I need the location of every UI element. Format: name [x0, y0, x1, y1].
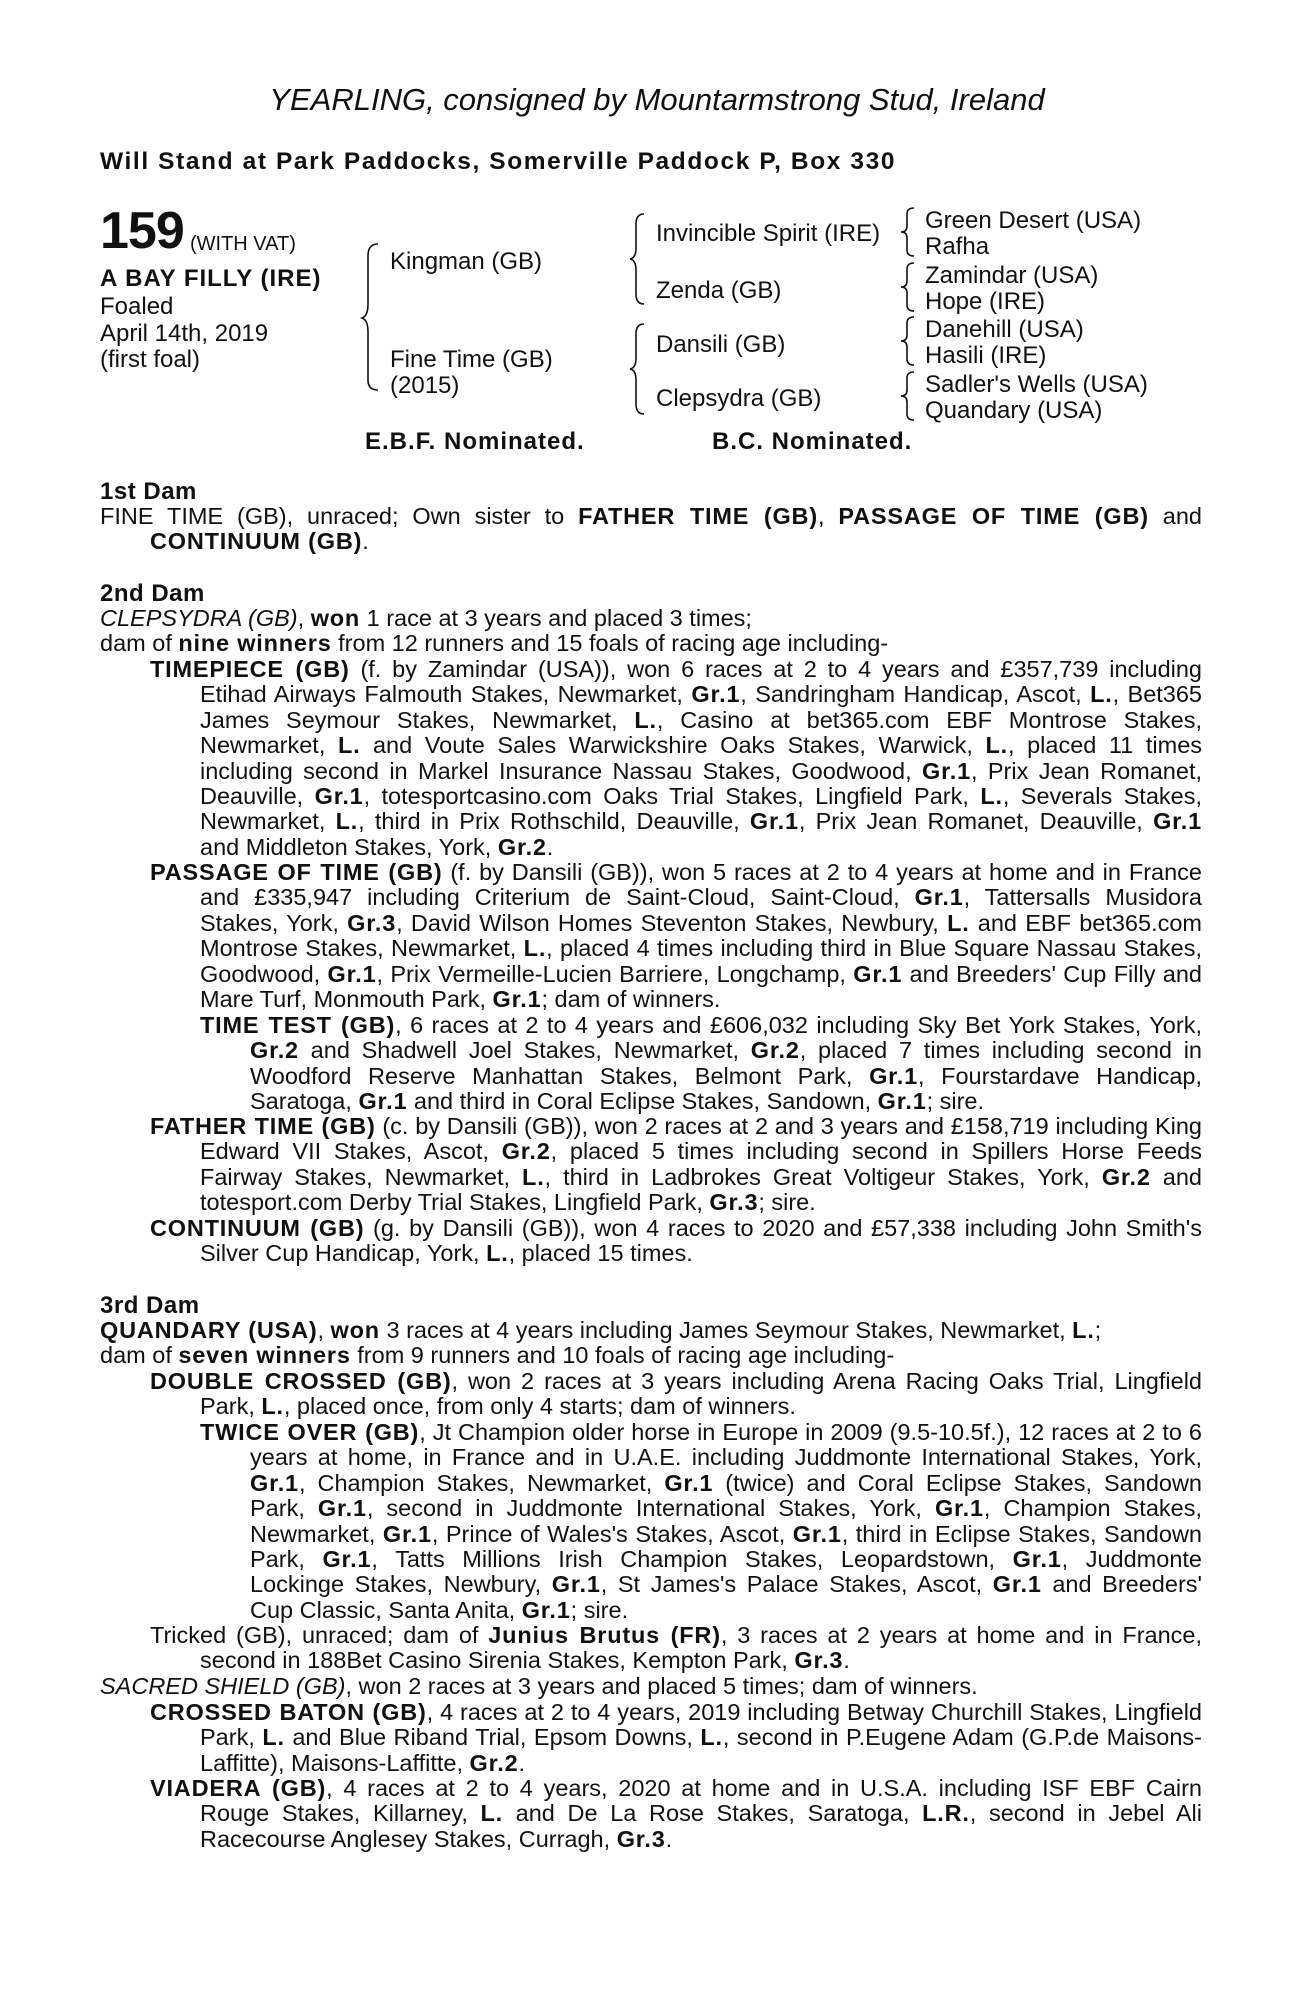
sire-sire: Invincible Spirit (IRE)	[656, 220, 881, 247]
second-dam-intro: CLEPSYDRA (GB), won 1 race at 3 years and placed 3 times; dam of nine winners from 12 runners and 15 foals of racing age including-	[100, 605, 889, 657]
third-dam-heading: 3rd Dam	[100, 1292, 200, 1319]
standing-line: Will Stand at Park Paddocks, Somerville Paddock P, Box 330	[100, 148, 897, 175]
vat-note: (WITH VAT)	[190, 233, 296, 255]
dam: Fine Time (GB)	[390, 346, 553, 373]
third-dam-intro: QUANDARY (USA), won 3 races at 4 years including James Seymour Stakes, Newmarket, L.; dam of seven winners from 9 runners and 10 foals of racing age including-	[100, 1317, 1102, 1369]
lot-number: 159	[100, 202, 184, 260]
bc-nomination: B.C. Nominated.	[712, 428, 913, 455]
g-bracket-4	[898, 370, 920, 422]
grandsire-4: Hope (IRE)	[925, 288, 1046, 315]
progeny-father-time: FATHER TIME (GB) (c. by Dansili (GB)), won 2 races at 2 and 3 years and £158,719 including King Edward VII Stakes, Ascot, Gr.2, placed 5 times including second in Spillers Horse Feeds Fairway Stakes, Newmarket, L., third in Ladbrokes Great Voltigeur Stakes, York, Gr.2 and totesport.com Derby Trial Stakes, Lingfield Park, Gr.3; sire.	[150, 1113, 1203, 1216]
grandsire-7: Sadler's Wells (USA)	[925, 371, 1148, 398]
sire-dam: Zenda (GB)	[656, 277, 782, 304]
progeny-viadera: VIADERA (GB), 4 races at 2 to 4 years, 2020 at home and in U.S.A. including ISF EBF Cairn Rouge Stakes, Killarney, L. and De La Rose Stakes, Saratoga, L.R., second in Jebel Ali Racecourse Anglesey Stakes, Curragh, Gr.3.	[150, 1775, 1203, 1852]
dam-line-bracket	[628, 322, 650, 416]
progeny-timepiece: TIMEPIECE (GB) (f. by Zamindar (USA)), won 6 races at 2 to 4 years and £357,739 including Etihad Airways Falmouth Stakes, Newmarket, Gr.1, Sandringham Handicap, Ascot, L., Bet365 James Seymour Stakes, Newmarket, L., Casino at bet365.com EBF Montrose Stakes, Newmarket, L. and Voute Sales Warwickshire Oaks Stakes, Warwick, L., placed 11 times including second in Markel Insurance Nassau Stakes, Goodwood, Gr.1, Prix Jean Romanet, Deauville, Gr.1, totesportcasino.com Oaks Trial Stakes, Lingfield Park, L., Severals Stakes, Newmarket, L., third in Prix Rothschild, Deauville, Gr.1, Prix Jean Romanet, Deauville, Gr.1 and Middleton Stakes, York, Gr.2.	[150, 656, 1203, 860]
progeny-crossed-baton: CROSSED BATON (GB), 4 races at 2 to 4 years, 2019 including Betway Churchill Stakes, Lingfield Park, L. and Blue Riband Trial, Epsom Downs, L., second in P.Eugene Adam (G.P.de Maisons-Laffitte), Maisons-Laffitte, Gr.2.	[150, 1699, 1202, 1776]
progeny-tricked: Tricked (GB), unraced; dam of Junius Brutus (FR), 3 races at 2 years at home and in France, second in 188Bet Casino Sirenia Stakes, Kempton Park, Gr.3.	[150, 1622, 1203, 1674]
dam-sire: Dansili (GB)	[656, 331, 786, 358]
dam-dam: Clepsydra (GB)	[656, 385, 822, 412]
foaled-label: Foaled	[100, 293, 174, 320]
first-dam-text: FINE TIME (GB), unraced; Own sister to FATHER TIME (GB), PASSAGE OF TIME (GB) and CONTINUUM (GB).	[100, 503, 1203, 555]
g-bracket-1	[898, 206, 920, 258]
grandsire-2: Rafha	[925, 233, 990, 260]
progeny-twice-over: TWICE OVER (GB), Jt Champion older horse in Europe in 2009 (9.5-10.5f.), 12 races at 2 to 6 years at home, in France and in U.A.E. including Juddmonte International Stakes, York, Gr.1, Champion Stakes, Newmarket, Gr.1 (twice) and Coral Eclipse Stakes, Sandown Park, Gr.1, second in Juddmonte International Stakes, York, Gr.1, Champion Stakes, Newmarket, Gr.1, Prince of Wales's Stakes, Ascot, Gr.1, third in Eclipse Stakes, Sandown Park, Gr.1, Tatts Millions Irish Champion Stakes, Leopardstown, Gr.1, Juddmonte Lockinge Stakes, Newbury, Gr.1, St James's Palace Stakes, Ascot, Gr.1 and Breeders' Cup Classic, Santa Anita, Gr.1; sire.	[200, 1419, 1203, 1623]
grandsire-6: Hasili (IRE)	[925, 342, 1047, 369]
progeny-double-crossed: DOUBLE CROSSED (GB), won 2 races at 3 years including Arena Racing Oaks Trial, Lingfield Park, L., placed once, from only 4 starts; dam of winners.	[150, 1368, 1202, 1420]
progeny-sacred-shield: SACRED SHIELD (GB), won 2 races at 3 years and placed 5 times; dam of winners.	[100, 1673, 978, 1699]
lot-name: A BAY FILLY (IRE)	[100, 265, 322, 292]
g-bracket-2	[898, 261, 920, 313]
grandsire-8: Quandary (USA)	[925, 397, 1103, 424]
grandsire-3: Zamindar (USA)	[925, 262, 1099, 289]
grandsire-1: Green Desert (USA)	[925, 207, 1142, 234]
consignor-line: YEARLING, consigned by Mountarmstrong Stud, Ireland	[269, 82, 1045, 117]
progeny-time-test: TIME TEST (GB), 6 races at 2 to 4 years and £606,032 including Sky Bet York Stakes, York, Gr.2 and Shadwell Joel Stakes, Newmarket, Gr.2, placed 7 times including second in Woodford Reserve Manhattan Stakes, Belmont Park, Gr.1, Fourstardave Handicap, Saratoga, Gr.1 and third in Coral Eclipse Stakes, Sandown, Gr.1; sire.	[200, 1012, 1203, 1115]
sire-line-bracket	[628, 212, 650, 306]
g-bracket-3	[898, 315, 920, 367]
progeny-continuum: CONTINUUM (GB) (g. by Dansili (GB)), won 4 races to 2020 and £57,338 including John Smith's Silver Cup Handicap, York, L., placed 15 times.	[150, 1215, 1202, 1267]
sire-dam-bracket	[360, 242, 384, 392]
dam-year: (2015)	[390, 372, 460, 399]
foal-note: (first foal)	[100, 346, 201, 373]
ebf-nomination: E.B.F. Nominated.	[365, 428, 585, 455]
progeny-passage-of-time: PASSAGE OF TIME (GB) (f. by Dansili (GB)), won 5 races at 2 to 4 years at home and in France and £335,947 including Criterium de Saint-Cloud, Saint-Cloud, Gr.1, Tattersalls Musidora Stakes, York, Gr.3, David Wilson Homes Steventon Stakes, Newbury, L. and EBF bet365.com Montrose Stakes, Newmarket, L., placed 4 times including third in Blue Square Nassau Stakes, Goodwood, Gr.1, Prix Vermeille-Lucien Barriere, Longchamp, Gr.1 and Breeders' Cup Filly and Mare Turf, Monmouth Park, Gr.1; dam of winners.	[150, 859, 1203, 1013]
sire: Kingman (GB)	[390, 248, 543, 275]
first-dam-heading: 1st Dam	[100, 478, 197, 505]
grandsire-5: Danehill (USA)	[925, 316, 1084, 343]
second-dam-heading: 2nd Dam	[100, 580, 205, 607]
foaled-date: April 14th, 2019	[100, 320, 269, 347]
